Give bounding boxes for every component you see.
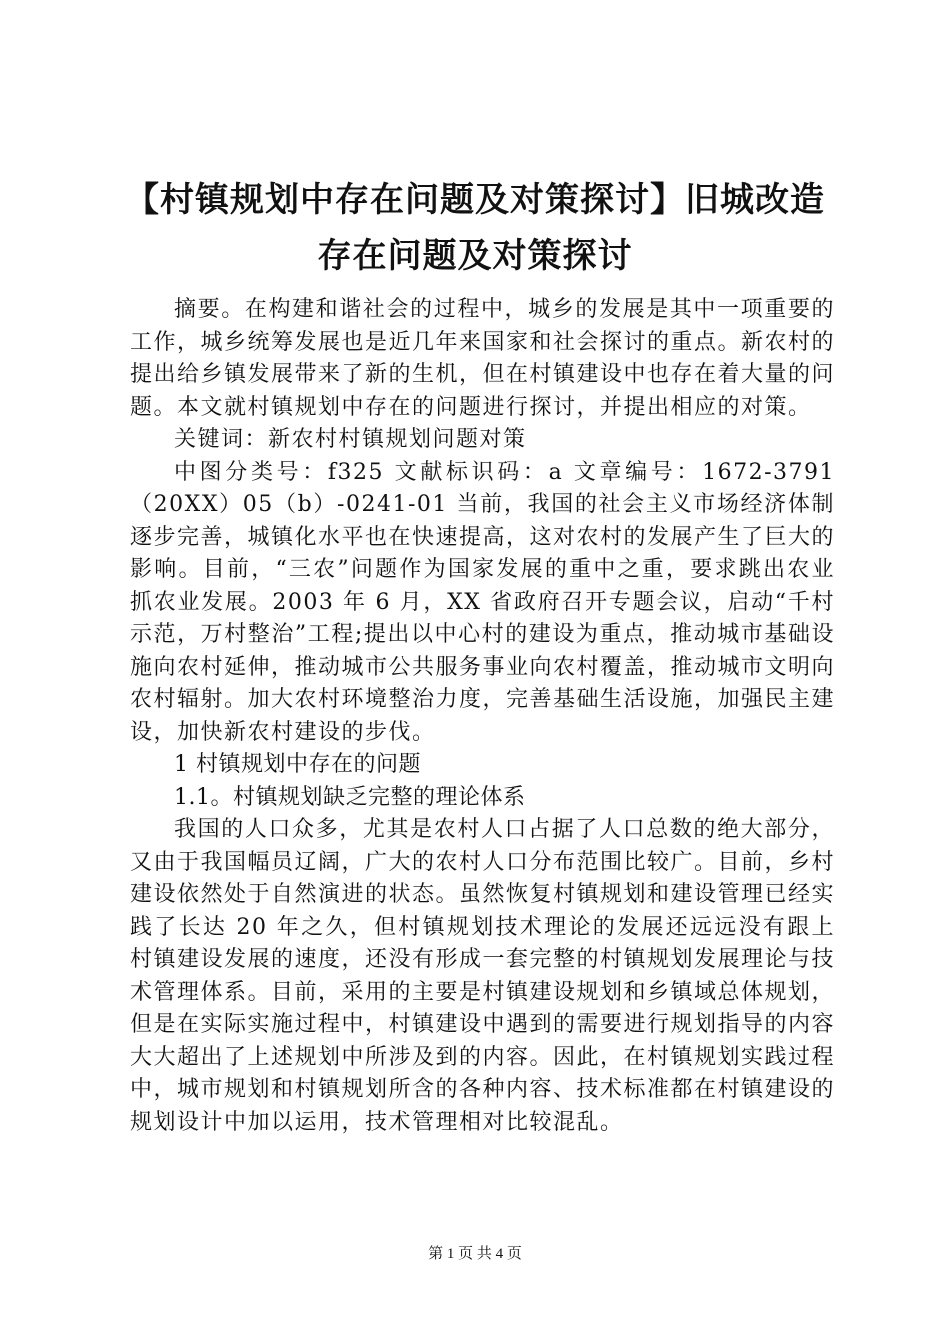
section-heading-1-1: 1.1。村镇规划缺乏完整的理论体系: [174, 784, 526, 810]
section-heading-1: 1 村镇规划中存在的问题: [174, 752, 421, 777]
classification-paragraph: 中图分类号：f325 文献标识码：a 文章编号：1672-3791（20XX）05（b）-0241-01 当前，我国的社会主义市场经济体制逐步完善，城镇化水平也在快速提高，这对农村的发展产生了巨大的影响。目前，“三农”问题作为国家发展的重中之重，要求跳出农业抓农业发展。2003 年 6 月，XX 省政府召开专题会议，启动“千村示范，万村整治”工程;提出以中心村的建设为重点，推动城市基础设施向农村延伸，推动城市公共服务事业向农村覆盖，推动城市文明向农村辐射。加大农村环境整治力度，完善基础生活设施，加强民主建设，加快新农村建设的步伐。: [130, 459, 836, 745]
document-title: 【村镇规划中存在问题及对策探讨】旧城改造存在问题及对策探讨: [125, 180, 825, 276]
keywords-paragraph: 关键词：新农村村镇规划问题对策: [174, 427, 527, 452]
abstract-paragraph: 摘要。在构建和谐社会的过程中，城乡的发展是其中一项重要的工作，城乡统筹发展也是近几年来国家和社会探讨的重点。新农村的提出给乡镇发展带来了新的生机，但在村镇建设中也存在着大量的问题。本文就村镇规划中存在的问题进行探讨，并提出相应的对策。: [130, 297, 836, 420]
body-paragraph: 我国的人口众多，尤其是农村人口占据了人口总数的绝大部分，又由于我国幅员辽阔，广大的农村人口分布范围比较广。目前，乡村建设依然处于自然演进的状态。虽然恢复村镇规划和建设管理已经实践了长达 20 年之久，但村镇规划技术理论的发展还远远没有跟上村镇建设发展的速度，还没有形成一套完整的村镇规划发展理论与技术管理体系。目前，采用的主要是村镇建设规划和乡镇域总体规划，但是在实际实施过程中，村镇建设中遇到的需要进行规划指导的内容大大超出了上述规划中所涉及到的内容。因此，在村镇规划实践过程中，城市规划和村镇规划所含的各种内容、技术标准都在村镇建设的规划设计中加以运用，技术管理相对比较混乱。: [130, 817, 836, 1135]
document-body: [130, 294, 835, 1139]
page-footer: 第 1 页 共 4 页: [428, 1246, 522, 1262]
